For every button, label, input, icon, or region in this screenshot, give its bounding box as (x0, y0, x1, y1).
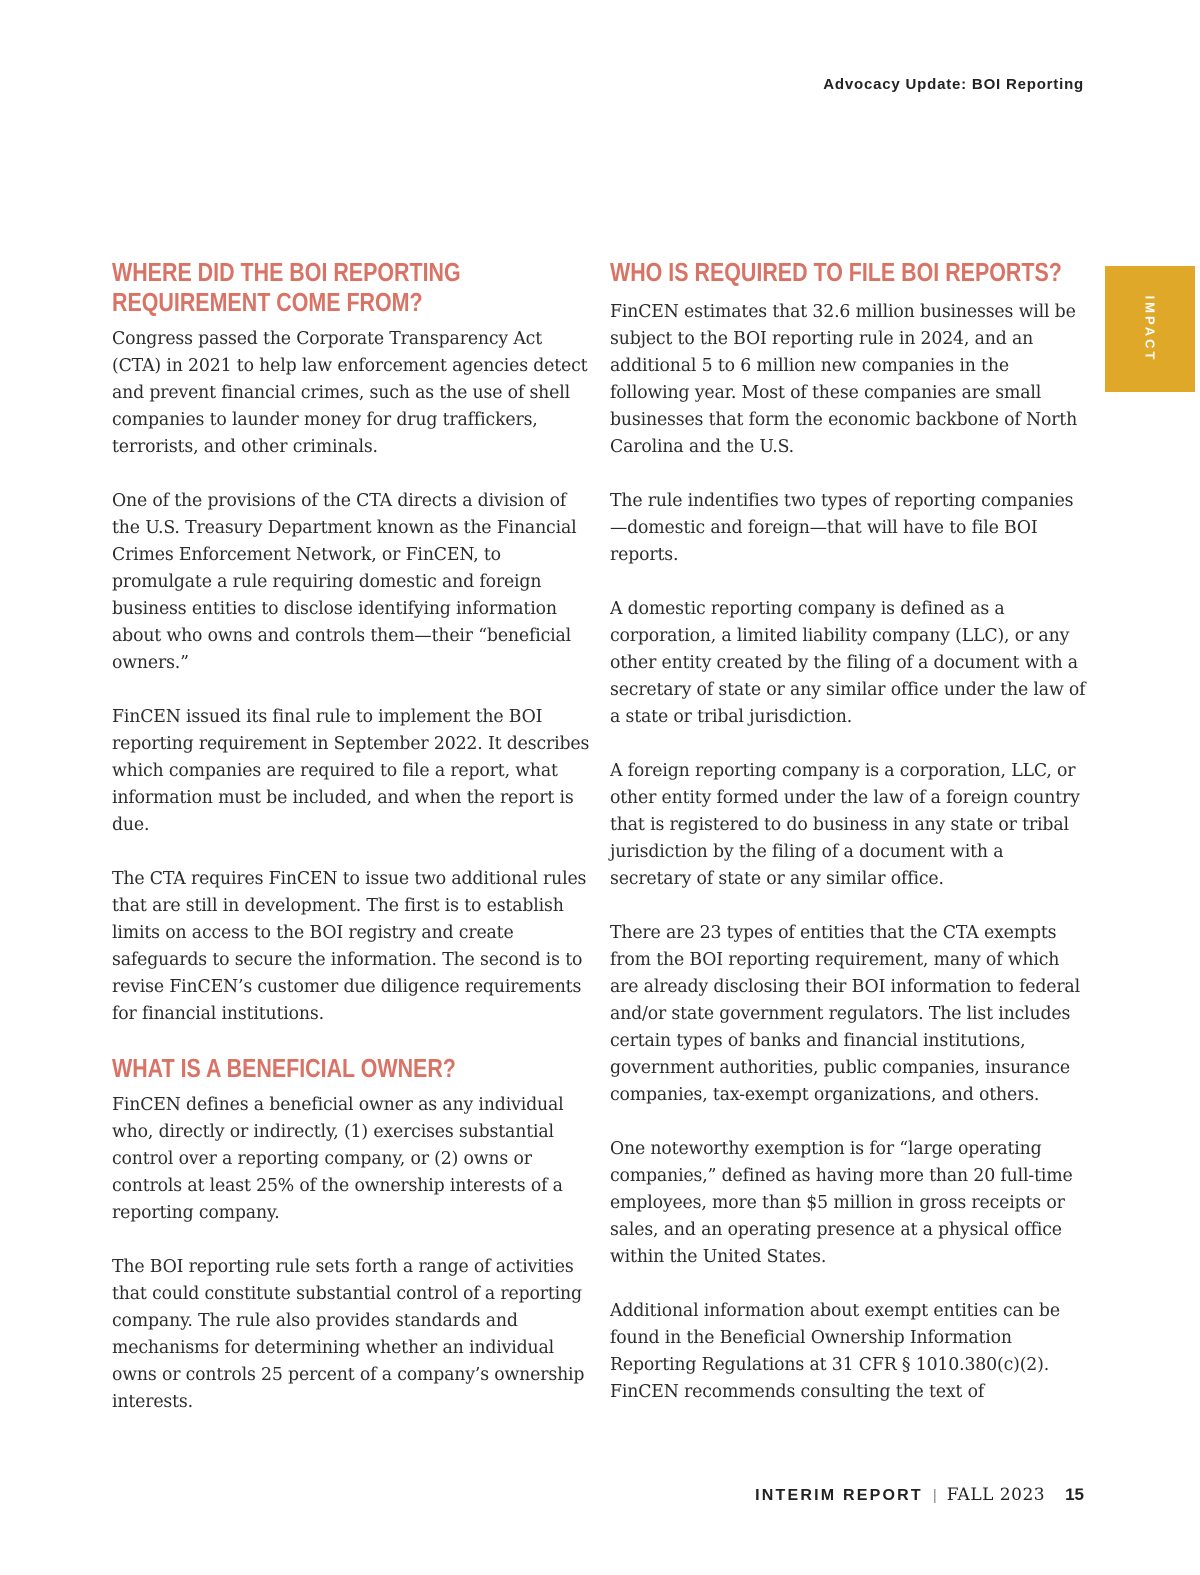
footer-season: FALL 2023 (946, 1485, 1046, 1505)
body-paragraph: A foreign reporting company is a corporation, LLC, or other entity formed under the law of a foreign country that is registered to do business in any state or tribal jurisdiction by the filing of a document with a secretary of state or any similar office. (610, 761, 1080, 889)
footer-report-title: INTERIM REPORT (755, 1487, 923, 1504)
body-paragraph: FinCEN issued its final rule to implement the BOI reporting requirement in September 2022. It describes which companies are required to file a report, what information must be included, and when the report is due. (112, 707, 590, 835)
body-paragraph: There are 23 types of entities that the CTA exempts from the BOI reporting requirement, many of which are already disclosing their BOI information to federal and/or state government regulators. The list includes certain types of banks and financial institutions, government authorities, public companies, insurance companies, tax-exempt organizations, and others. (610, 923, 1080, 1105)
page-footer (755, 1485, 1084, 1505)
section-tab-label: IMPACT (1142, 295, 1158, 363)
body-paragraph: One of the provisions of the CTA directs a division of the U.S. Treasury Department known as the Financial Crimes Enforcement Network, or FinCEN, to promulgate a rule requiring domestic and foreign business entities to disclose identifying information about who owns and controls them—their “beneficial owners.” (112, 491, 577, 673)
body-paragraph: FinCEN defines a beneficial owner as any individual who, directly or indirectly, (1) exercises substantial control over a reporting company, or (2) owns or controls at least 25% of the ownership interests of a reporting company. (112, 1095, 564, 1223)
body-paragraph: A domestic reporting company is defined as a corporation, a limited liability company (LLC), or any other entity created by the filing of a document with a secretary of state or any similar office under the law of a state or tribal jurisdiction. (610, 599, 1086, 727)
page-number: 15 (1065, 1485, 1084, 1504)
section-tab (1105, 266, 1195, 392)
body-paragraph: The CTA requires FinCEN to issue two additional rules that are still in development. The first is to establish limits on access to the BOI registry and create safeguards to secure the information. The second is to revise FinCEN’s customer due diligence requirements for financial institutions. (112, 869, 587, 1024)
right-column (610, 258, 1088, 1406)
footer-separator: | (932, 1487, 937, 1504)
body-paragraph: FinCEN estimates that 32.6 million businesses will be subject to the BOI reporting rule in 2024, and an additional 5 to 6 million new companies in the following year. Most of these companies are small businesses that form the economic backbone of North Carolina and the U.S. (610, 302, 1078, 457)
running-head: Advocacy Update: BOI Reporting (823, 76, 1084, 93)
body-paragraph: The rule indentifies two types of reporting companies—domestic and foreign—that will have to file BOI reports. (610, 491, 1074, 565)
section-heading-beneficial-owner: WHAT IS A BENEFICIAL OWNER? (112, 1055, 456, 1083)
body-paragraph: Additional information about exempt entities can be found in the Beneficial Ownership Information Reporting Regulations at 31 CFR § 1010.380(c)(2). FinCEN recommends consulting the text of (610, 1301, 1060, 1402)
section-heading-who-files: WHO IS REQUIRED TO FILE BOI REPORTS? (610, 259, 1062, 287)
body-paragraph: Congress passed the Corporate Transparency Act (CTA) in 2021 to help law enforcement agencies detect and prevent financial crimes, such as the use of shell companies to launder money for drug traffickers, terrorists, and other criminals. (112, 329, 588, 457)
section-heading-origin: WHERE DID THE BOI REPORTING REQUIREMENT COME FROM? (112, 259, 461, 317)
body-paragraph: The BOI reporting rule sets forth a range of activities that could constitute substantial control of a reporting company. The rule also provides standards and mechanisms for determining whether an individual owns or controls 25 percent of a company’s ownership interests. (112, 1257, 585, 1412)
body-paragraph: One noteworthy exemption is for “large operating companies,” defined as having more than 20 full-time employees, more than $5 million in gross receipts or sales, and an operating presence at a physical office within the United States. (610, 1139, 1073, 1267)
left-column (112, 258, 590, 1416)
